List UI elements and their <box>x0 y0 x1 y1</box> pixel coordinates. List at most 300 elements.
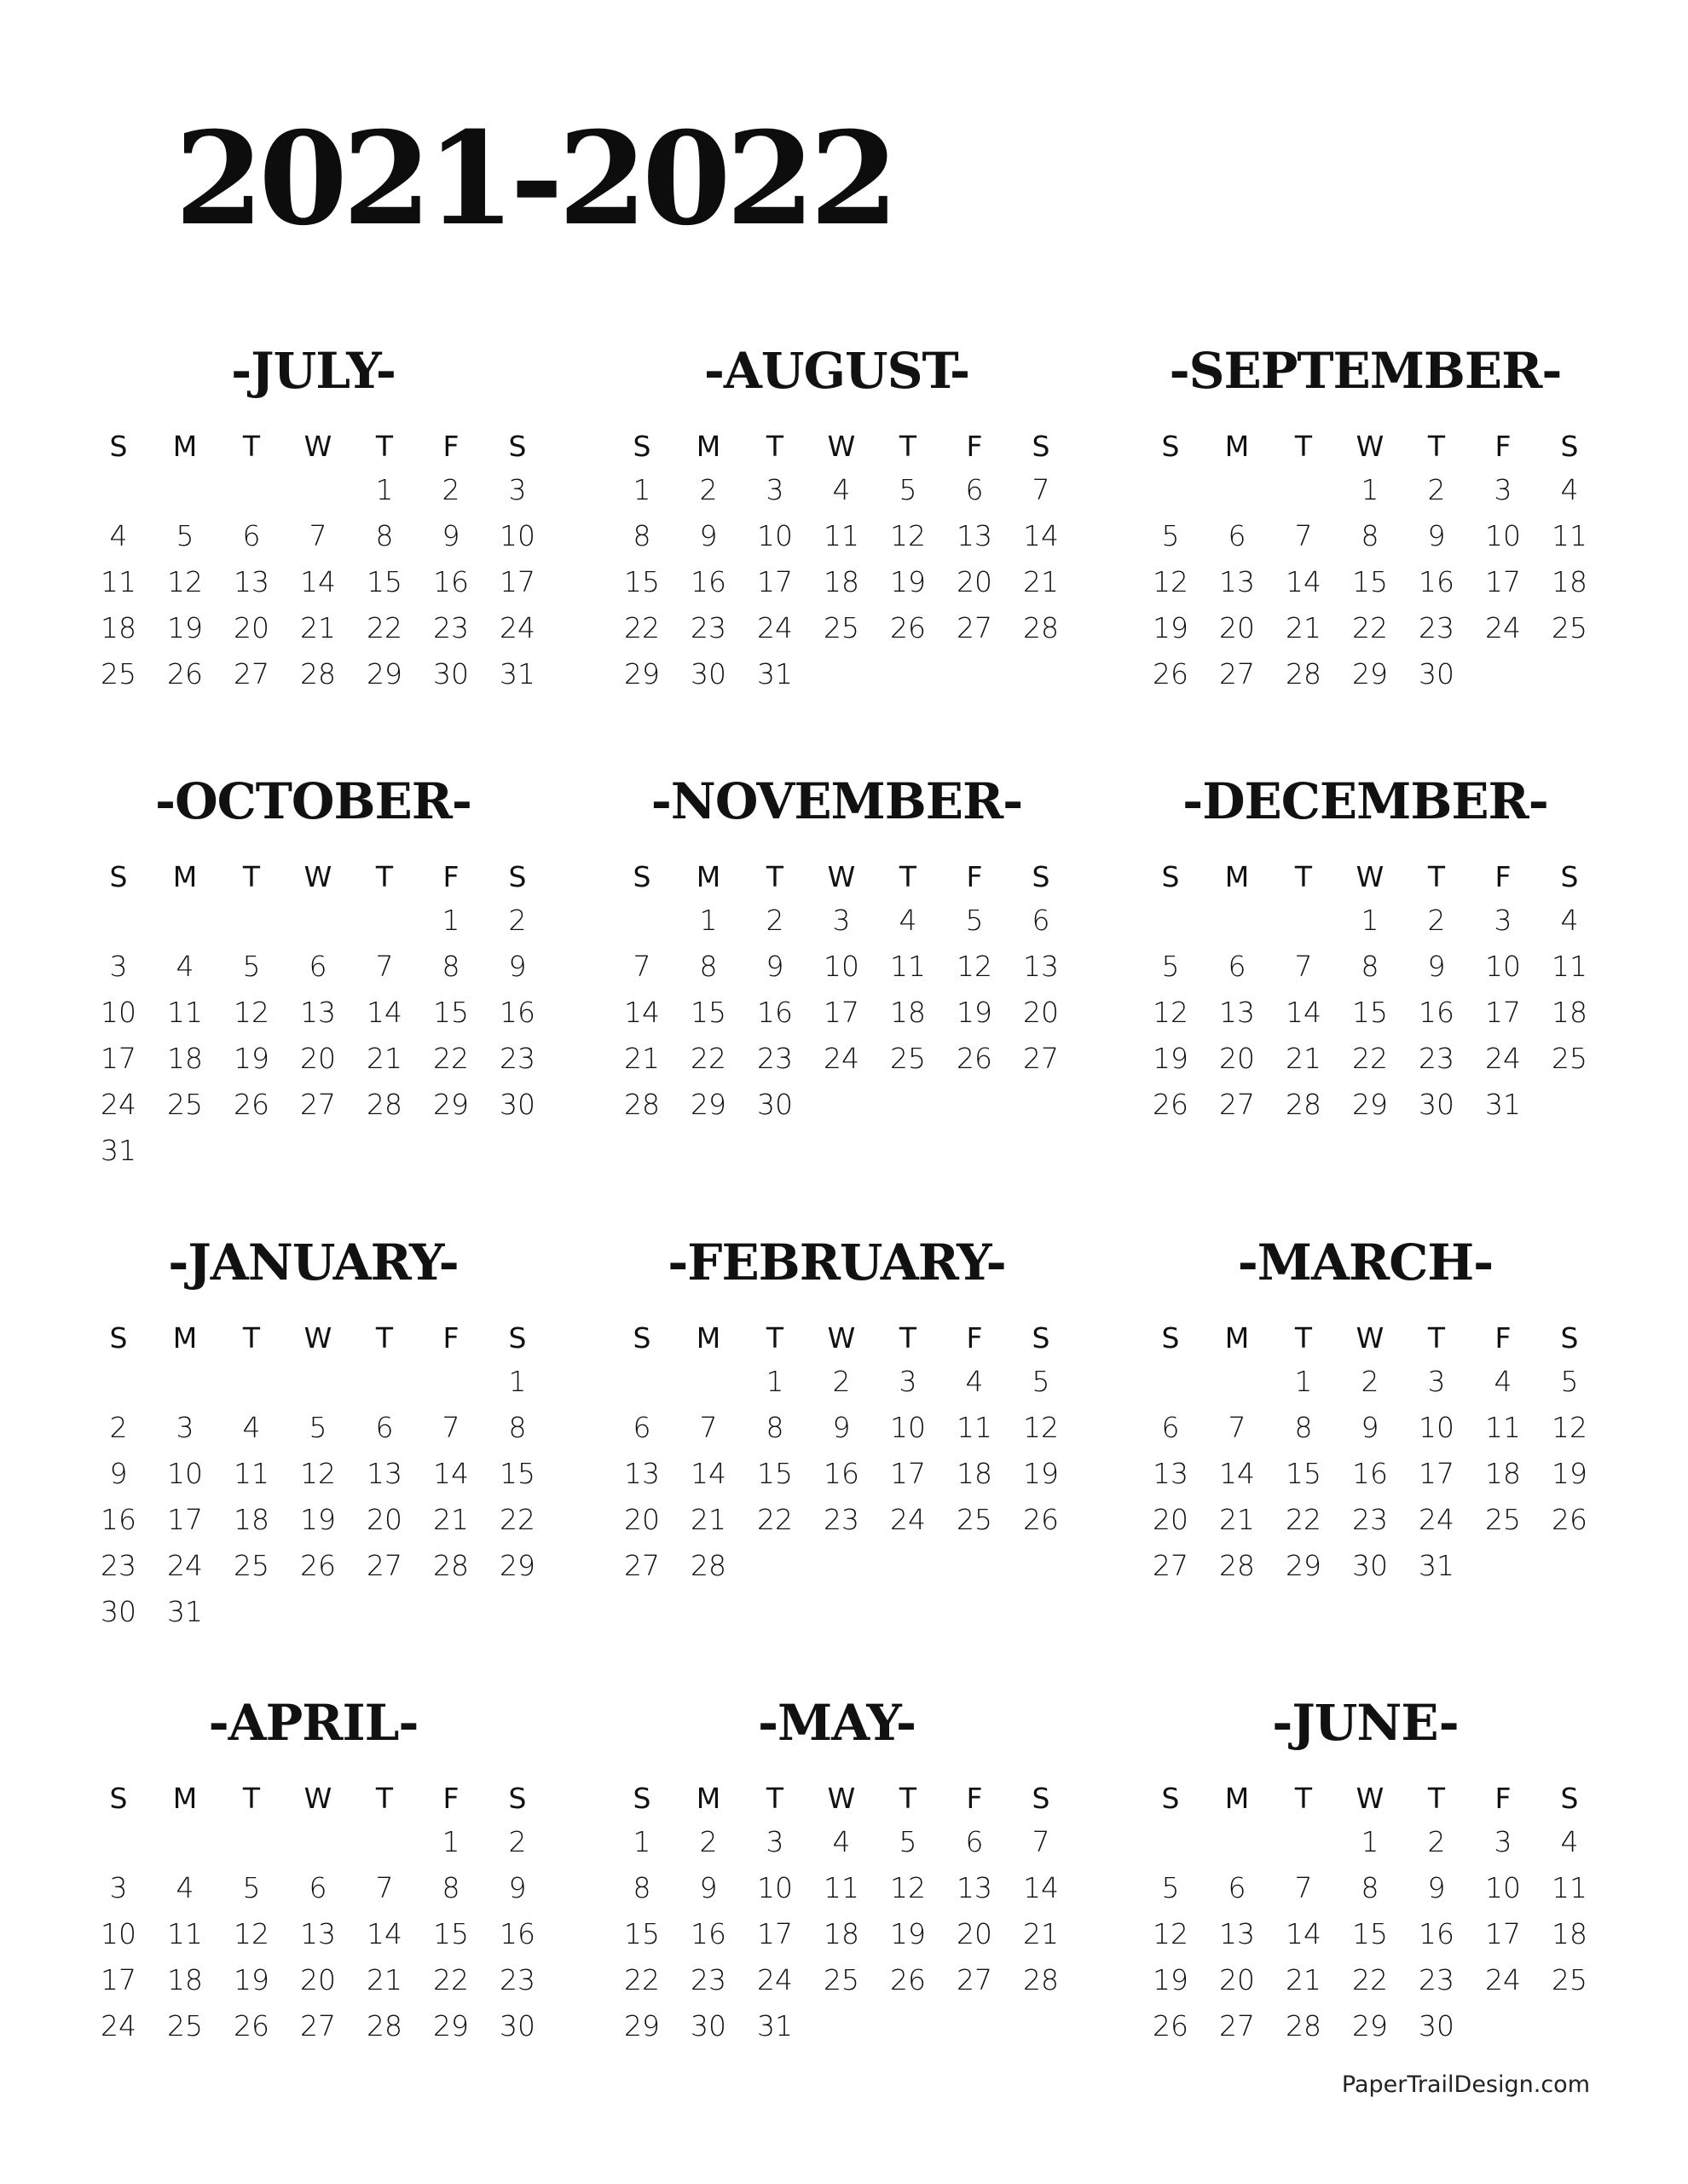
day-cell: 27 <box>300 1088 336 1121</box>
weekday-label: T <box>242 860 261 893</box>
weekday-header <box>85 1780 551 1817</box>
day-cell: 19 <box>1153 1963 1188 1996</box>
day-cell: 10 <box>1419 1411 1454 1444</box>
day-cell: 30 <box>757 1088 793 1121</box>
day-cell: 11 <box>1552 950 1587 983</box>
weekday-label: M <box>1224 430 1250 463</box>
day-cell: 23 <box>824 1503 859 1536</box>
day-cell: 22 <box>691 1042 726 1075</box>
day-cell: 3 <box>1494 904 1512 937</box>
day-cell: 6 <box>965 473 984 506</box>
day-cell: 3 <box>176 1411 194 1444</box>
weekday-label: W <box>827 430 856 463</box>
day-cell: 5 <box>309 1411 327 1444</box>
days-grid <box>1137 1819 1603 2095</box>
weekday-label: T <box>766 860 784 893</box>
day-cell: 30 <box>1352 1549 1388 1582</box>
day-cell: 28 <box>1023 1963 1059 1996</box>
day-cell: 5 <box>242 950 261 983</box>
weekday-header <box>609 858 1074 896</box>
weekday-label: M <box>1224 1321 1250 1355</box>
day-cell: 27 <box>1219 1088 1255 1121</box>
day-cell: 27 <box>957 611 992 644</box>
day-cell: 17 <box>1485 996 1521 1029</box>
day-cell: 31 <box>1485 1088 1521 1121</box>
weekday-label: T <box>242 1321 261 1355</box>
day-cell: 2 <box>1361 1365 1379 1398</box>
day-cell: 26 <box>300 1549 336 1582</box>
day-cell: 29 <box>1352 657 1388 690</box>
day-cell: 3 <box>766 1825 784 1858</box>
day-cell: 12 <box>1153 996 1188 1029</box>
day-cell: 2 <box>699 1825 718 1858</box>
day-cell: 8 <box>508 1411 527 1444</box>
day-cell: 8 <box>442 950 460 983</box>
month-name: -APRIL- <box>208 1694 419 1752</box>
day-cell: 3 <box>1427 1365 1446 1398</box>
day-cell: 20 <box>1219 611 1255 644</box>
month-name: -DECEMBER- <box>1182 772 1548 830</box>
day-cell: 10 <box>101 1917 136 1950</box>
day-cell: 24 <box>1485 1042 1521 1075</box>
day-cell: 9 <box>1427 519 1446 552</box>
weekday-label: W <box>1356 1321 1385 1355</box>
day-cell: 19 <box>1023 1457 1059 1490</box>
day-cell: 27 <box>300 2009 336 2042</box>
day-cell: 6 <box>1161 1411 1180 1444</box>
day-cell: 25 <box>957 1503 992 1536</box>
weekday-label: F <box>1494 1321 1512 1355</box>
days-grid <box>85 898 551 1174</box>
weekday-label: M <box>696 1321 721 1355</box>
weekday-label: S <box>633 1782 651 1815</box>
day-cell: 23 <box>500 1042 535 1075</box>
weekday-label: S <box>633 860 651 893</box>
day-cell: 14 <box>367 1917 402 1950</box>
day-cell: 25 <box>101 657 136 690</box>
day-cell: 30 <box>500 2009 535 2042</box>
day-cell: 28 <box>1219 1549 1255 1582</box>
day-cell: 11 <box>890 950 926 983</box>
weekday-label: T <box>1427 1321 1446 1355</box>
day-cell: 24 <box>757 1963 793 1996</box>
weekday-label: M <box>172 430 198 463</box>
day-cell: 28 <box>691 1549 726 1582</box>
day-cell: 31 <box>101 1134 136 1167</box>
weekday-label: S <box>508 1321 527 1355</box>
day-cell: 18 <box>1552 565 1587 598</box>
day-cell: 28 <box>433 1549 469 1582</box>
day-cell: 25 <box>1552 1042 1587 1075</box>
weekday-label: W <box>303 430 332 463</box>
weekday-header <box>1137 858 1603 896</box>
day-cell: 2 <box>109 1411 128 1444</box>
day-cell: 2 <box>508 1825 527 1858</box>
weekday-header <box>1137 428 1603 465</box>
day-cell: 12 <box>300 1457 336 1490</box>
day-cell: 25 <box>1552 611 1587 644</box>
day-cell: 10 <box>1485 519 1521 552</box>
day-cell: 10 <box>824 950 859 983</box>
day-cell: 15 <box>367 565 402 598</box>
day-cell: 3 <box>899 1365 917 1398</box>
day-cell: 1 <box>442 1825 460 1858</box>
weekday-header <box>609 428 1074 465</box>
day-cell: 3 <box>109 950 128 983</box>
day-cell: 4 <box>832 1825 851 1858</box>
day-cell: 14 <box>1286 1917 1321 1950</box>
day-cell: 13 <box>957 1871 992 1904</box>
day-cell: 12 <box>890 519 926 552</box>
day-cell: 8 <box>1361 950 1379 983</box>
day-cell: 28 <box>1286 657 1321 690</box>
weekday-label: W <box>303 1782 332 1815</box>
day-cell: 23 <box>757 1042 793 1075</box>
day-cell: 14 <box>1286 565 1321 598</box>
day-cell: 9 <box>1427 1871 1446 1904</box>
weekday-label: T <box>375 1321 394 1355</box>
day-cell: 16 <box>101 1503 136 1536</box>
days-grid <box>1137 467 1603 743</box>
month-name: -AUGUST- <box>703 342 970 400</box>
weekday-label: S <box>109 1782 128 1815</box>
day-cell: 29 <box>433 1088 469 1121</box>
day-cell: 1 <box>1361 904 1379 937</box>
day-cell: 15 <box>624 1917 660 1950</box>
weekday-label: T <box>242 430 261 463</box>
day-cell: 7 <box>1032 473 1050 506</box>
day-cell: 26 <box>957 1042 992 1075</box>
day-cell: 7 <box>442 1411 460 1444</box>
day-cell: 14 <box>1023 1871 1059 1904</box>
weekday-header <box>85 858 551 896</box>
weekday-label: W <box>1356 1782 1385 1815</box>
day-cell: 8 <box>699 950 718 983</box>
weekday-label: F <box>966 860 983 893</box>
day-cell: 19 <box>300 1503 336 1536</box>
day-cell: 16 <box>824 1457 859 1490</box>
days-grid <box>1137 1359 1603 1635</box>
month-block <box>85 332 563 776</box>
day-cell: 18 <box>167 1042 203 1075</box>
day-cell: 3 <box>109 1871 128 1904</box>
weekday-label: T <box>899 1782 917 1815</box>
day-cell: 9 <box>1427 950 1446 983</box>
day-cell: 8 <box>633 1871 651 1904</box>
day-cell: 29 <box>624 657 660 690</box>
day-cell: 4 <box>242 1411 261 1444</box>
month-block <box>85 763 563 1206</box>
day-cell: 26 <box>1153 657 1188 690</box>
month-name: -MARCH- <box>1237 1234 1494 1291</box>
day-cell: 8 <box>1294 1411 1313 1444</box>
month-name: -OCTOBER- <box>155 772 471 830</box>
day-cell: 14 <box>433 1457 469 1490</box>
day-cell: 1 <box>375 473 394 506</box>
day-cell: 29 <box>691 1088 726 1121</box>
day-cell: 20 <box>1219 1042 1255 1075</box>
day-cell: 21 <box>624 1042 660 1075</box>
weekday-label: F <box>442 1321 460 1355</box>
day-cell: 27 <box>957 1963 992 1996</box>
day-cell: 5 <box>1161 950 1180 983</box>
day-cell: 31 <box>500 657 535 690</box>
day-cell: 6 <box>1228 1871 1246 1904</box>
day-cell: 1 <box>1361 1825 1379 1858</box>
day-cell: 3 <box>1494 473 1512 506</box>
day-cell: 6 <box>309 1871 327 1904</box>
day-cell: 1 <box>508 1365 527 1398</box>
weekday-label: T <box>375 860 394 893</box>
day-cell: 7 <box>1294 519 1313 552</box>
day-cell: 28 <box>1286 1088 1321 1121</box>
day-cell: 22 <box>1286 1503 1321 1536</box>
day-cell: 20 <box>1023 996 1059 1029</box>
day-cell: 15 <box>1352 565 1388 598</box>
month-block <box>1137 332 1615 776</box>
days-grid <box>609 1359 1074 1635</box>
day-cell: 16 <box>1419 996 1454 1029</box>
day-cell: 3 <box>832 904 851 937</box>
day-cell: 8 <box>375 519 394 552</box>
day-cell: 22 <box>367 611 402 644</box>
weekday-header <box>85 428 551 465</box>
day-cell: 24 <box>1485 611 1521 644</box>
day-cell: 21 <box>1023 565 1059 598</box>
day-cell: 9 <box>109 1457 128 1490</box>
day-cell: 4 <box>899 904 917 937</box>
day-cell: 17 <box>1419 1457 1454 1490</box>
day-cell: 16 <box>433 565 469 598</box>
weekday-label: S <box>1560 1321 1579 1355</box>
day-cell: 26 <box>1023 1503 1059 1536</box>
weekday-label: F <box>1494 860 1512 893</box>
day-cell: 27 <box>1219 657 1255 690</box>
day-cell: 7 <box>1032 1825 1050 1858</box>
weekday-label: F <box>442 430 460 463</box>
day-cell: 20 <box>1153 1503 1188 1536</box>
day-cell: 22 <box>500 1503 535 1536</box>
day-cell: 18 <box>824 565 859 598</box>
day-cell: 7 <box>1294 950 1313 983</box>
day-cell: 15 <box>500 1457 535 1490</box>
weekday-label: S <box>1032 1782 1050 1815</box>
day-cell: 31 <box>757 2009 793 2042</box>
day-cell: 14 <box>367 996 402 1029</box>
day-cell: 19 <box>167 611 203 644</box>
day-cell: 14 <box>1286 996 1321 1029</box>
month-block <box>609 332 1086 776</box>
day-cell: 16 <box>1352 1457 1388 1490</box>
day-cell: 26 <box>234 1088 269 1121</box>
day-cell: 28 <box>624 1088 660 1121</box>
day-cell: 24 <box>500 611 535 644</box>
day-cell: 5 <box>899 1825 917 1858</box>
month-block <box>1137 763 1615 1206</box>
day-cell: 18 <box>957 1457 992 1490</box>
day-cell: 15 <box>1352 1917 1388 1950</box>
day-cell: 31 <box>757 657 793 690</box>
weekday-label: T <box>899 860 917 893</box>
day-cell: 30 <box>500 1088 535 1121</box>
day-cell: 3 <box>508 473 527 506</box>
day-cell: 13 <box>300 996 336 1029</box>
weekday-label: T <box>1294 860 1313 893</box>
day-cell: 27 <box>1153 1549 1188 1582</box>
weekday-label: M <box>696 430 721 463</box>
day-cell: 30 <box>1419 657 1454 690</box>
weekday-header <box>609 1780 1074 1817</box>
day-cell: 2 <box>442 473 460 506</box>
day-cell: 27 <box>234 657 269 690</box>
day-cell: 22 <box>624 611 660 644</box>
day-cell: 21 <box>300 611 336 644</box>
weekday-label: W <box>303 1321 332 1355</box>
day-cell: 5 <box>1032 1365 1050 1398</box>
weekday-label: S <box>508 860 527 893</box>
day-cell: 12 <box>890 1871 926 1904</box>
weekday-header <box>1137 1780 1603 1817</box>
weekday-label: T <box>1427 1782 1446 1815</box>
day-cell: 13 <box>1023 950 1059 983</box>
day-cell: 24 <box>1485 1963 1521 1996</box>
day-cell: 16 <box>691 565 726 598</box>
day-cell: 11 <box>167 996 203 1029</box>
day-cell: 11 <box>824 519 859 552</box>
weekday-label: M <box>1224 1782 1250 1815</box>
day-cell: 11 <box>101 565 136 598</box>
day-cell: 9 <box>766 950 784 983</box>
day-cell: 13 <box>624 1457 660 1490</box>
month-block <box>609 763 1086 1206</box>
day-cell: 11 <box>1552 1871 1587 1904</box>
day-cell: 8 <box>633 519 651 552</box>
day-cell: 10 <box>1485 950 1521 983</box>
day-cell: 29 <box>1352 1088 1388 1121</box>
day-cell: 4 <box>109 519 128 552</box>
weekday-label: T <box>375 430 394 463</box>
months-grid <box>85 332 1620 2089</box>
month-name: -JUNE- <box>1272 1694 1459 1752</box>
day-cell: 28 <box>367 1088 402 1121</box>
day-cell: 20 <box>624 1503 660 1536</box>
weekday-label: F <box>442 1782 460 1815</box>
day-cell: 15 <box>624 565 660 598</box>
day-cell: 12 <box>1552 1411 1587 1444</box>
day-cell: 20 <box>957 565 992 598</box>
day-cell: 2 <box>508 904 527 937</box>
day-cell: 12 <box>1153 565 1188 598</box>
day-cell: 27 <box>624 1549 660 1582</box>
day-cell: 31 <box>167 1595 203 1628</box>
day-cell: 17 <box>1485 565 1521 598</box>
day-cell: 15 <box>433 1917 469 1950</box>
day-cell: 9 <box>508 1871 527 1904</box>
day-cell: 23 <box>101 1549 136 1582</box>
day-cell: 2 <box>832 1365 851 1398</box>
day-cell: 15 <box>1286 1457 1321 1490</box>
days-grid <box>609 1819 1074 2095</box>
day-cell: 15 <box>433 996 469 1029</box>
day-cell: 12 <box>1023 1411 1059 1444</box>
weekday-header <box>609 1320 1074 1357</box>
day-cell: 4 <box>1494 1365 1512 1398</box>
day-cell: 19 <box>1552 1457 1587 1490</box>
days-grid <box>1137 898 1603 1174</box>
weekday-label: T <box>766 430 784 463</box>
day-cell: 5 <box>242 1871 261 1904</box>
weekday-label: T <box>1294 1782 1313 1815</box>
page-title: 2021-2022 <box>175 104 894 254</box>
day-cell: 19 <box>890 1917 926 1950</box>
day-cell: 16 <box>757 996 793 1029</box>
weekday-label: S <box>508 1782 527 1815</box>
day-cell: 7 <box>633 950 651 983</box>
day-cell: 22 <box>433 1963 469 1996</box>
days-grid <box>85 467 551 743</box>
day-cell: 19 <box>234 1042 269 1075</box>
day-cell: 6 <box>633 1411 651 1444</box>
weekday-label: S <box>1161 1321 1180 1355</box>
day-cell: 25 <box>167 1088 203 1121</box>
day-cell: 21 <box>1219 1503 1255 1536</box>
month-name: -FEBRUARY- <box>668 1234 1006 1291</box>
day-cell: 14 <box>1219 1457 1255 1490</box>
day-cell: 20 <box>1219 1963 1255 1996</box>
weekday-header <box>85 1320 551 1357</box>
day-cell: 23 <box>1419 611 1454 644</box>
day-cell: 5 <box>1560 1365 1579 1398</box>
day-cell: 26 <box>890 611 926 644</box>
days-grid <box>609 898 1074 1174</box>
day-cell: 24 <box>101 1088 136 1121</box>
day-cell: 7 <box>1228 1411 1246 1444</box>
day-cell: 13 <box>300 1917 336 1950</box>
days-grid <box>609 467 1074 743</box>
month-block <box>1137 1224 1615 1667</box>
day-cell: 10 <box>890 1411 926 1444</box>
days-grid <box>85 1819 551 2095</box>
day-cell: 30 <box>101 1595 136 1628</box>
day-cell: 21 <box>1023 1917 1059 1950</box>
day-cell: 8 <box>1361 1871 1379 1904</box>
day-cell: 19 <box>957 996 992 1029</box>
weekday-label: S <box>1560 860 1579 893</box>
day-cell: 29 <box>500 1549 535 1582</box>
day-cell: 10 <box>1485 1871 1521 1904</box>
day-cell: 10 <box>500 519 535 552</box>
weekday-label: S <box>508 430 527 463</box>
day-cell: 6 <box>1032 904 1050 937</box>
day-cell: 27 <box>1023 1042 1059 1075</box>
day-cell: 16 <box>500 1917 535 1950</box>
day-cell: 6 <box>965 1825 984 1858</box>
weekday-label: S <box>1032 860 1050 893</box>
day-cell: 26 <box>234 2009 269 2042</box>
day-cell: 17 <box>101 1042 136 1075</box>
day-cell: 20 <box>957 1917 992 1950</box>
weekday-label: M <box>172 1321 198 1355</box>
credit-text: PaperTrailDesign.com <box>1341 2071 1590 2098</box>
day-cell: 4 <box>1560 904 1579 937</box>
month-block <box>1137 1684 1615 2128</box>
day-cell: 29 <box>1286 1549 1321 1582</box>
day-cell: 7 <box>1294 1871 1313 1904</box>
day-cell: 21 <box>1286 611 1321 644</box>
day-cell: 26 <box>890 1963 926 1996</box>
day-cell: 12 <box>234 1917 269 1950</box>
month-block <box>85 1224 563 1667</box>
